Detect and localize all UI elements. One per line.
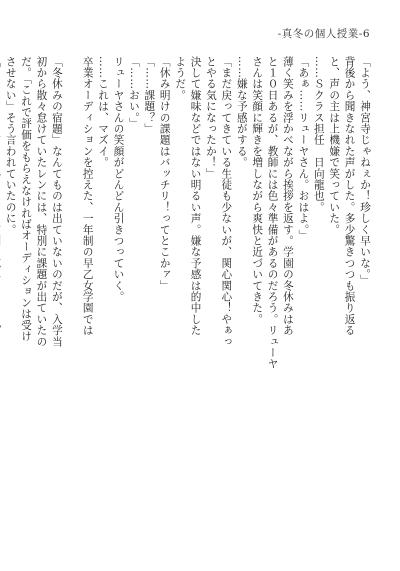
text-line: 「……課題？」 xyxy=(143,56,156,135)
text-line: ようだ。 xyxy=(174,56,187,101)
running-header: -真冬の個人授業-6 xyxy=(277,28,370,40)
text-line: 「冬休みの宿題」なんてものは出ていないのだが、入学当 xyxy=(50,56,63,348)
text-line: ……これは、マズイ。 xyxy=(97,56,110,168)
text-line: 卒業オーディションを控えた、一年制の早乙女学園では xyxy=(81,56,94,336)
text-line: 初から散々怠けていたレンには、特別に課題が出ていたの xyxy=(35,56,48,348)
text-line: 背後から聞きなれた声がした。多少驚きつつも振り返る xyxy=(343,56,356,336)
text-line: 「……おい。」 xyxy=(127,56,140,130)
vertical-body-text xyxy=(4,56,372,541)
text-line: 「まだ戻ってきている生徒も少ないが、関心関心！やぁっ xyxy=(220,56,233,348)
text-line: とやる気になったか！」 xyxy=(204,56,217,180)
text-line: させない」そう言われていたのに。 xyxy=(4,56,17,236)
text-line: ……嫌な予感がする。 xyxy=(235,56,248,168)
text-line: 決して嫌味などではない明るい声。嫌な予感は的中した xyxy=(189,56,202,336)
text-line xyxy=(0,56,2,541)
text-line: と、声の主は上機嫌で笑っていた。 xyxy=(328,56,341,236)
text-line: 「よう、神宮寺じゃねぇか！珍しく早いな。」 xyxy=(359,56,371,286)
text-line: さんは笑顔に輝きを増しながら爽快と近づいてきた。 xyxy=(251,56,264,325)
text-line: だ。「これで評価をもらえなければオーディションは受け xyxy=(20,56,33,342)
text-line: と１０日あるが、教師には色々準備があるのだろう。リューヤ xyxy=(266,56,279,370)
text-line: リューヤさんの笑顔がどんどん引きつっていく。 xyxy=(112,56,125,303)
text-line: ……Ｓクラス担任 日向龍也。 xyxy=(312,56,325,213)
text-line: 「休み明けの課題はバッチリ！ってとこかァ」 xyxy=(158,56,171,292)
text-line: 薄く笑みを浮かべながら挨拶を返す。学園の冬休みはあ xyxy=(281,56,294,336)
paragraph-gap xyxy=(64,56,79,541)
text-line: 「あぁ……リューヤさん。おはよ。」 xyxy=(297,56,310,242)
